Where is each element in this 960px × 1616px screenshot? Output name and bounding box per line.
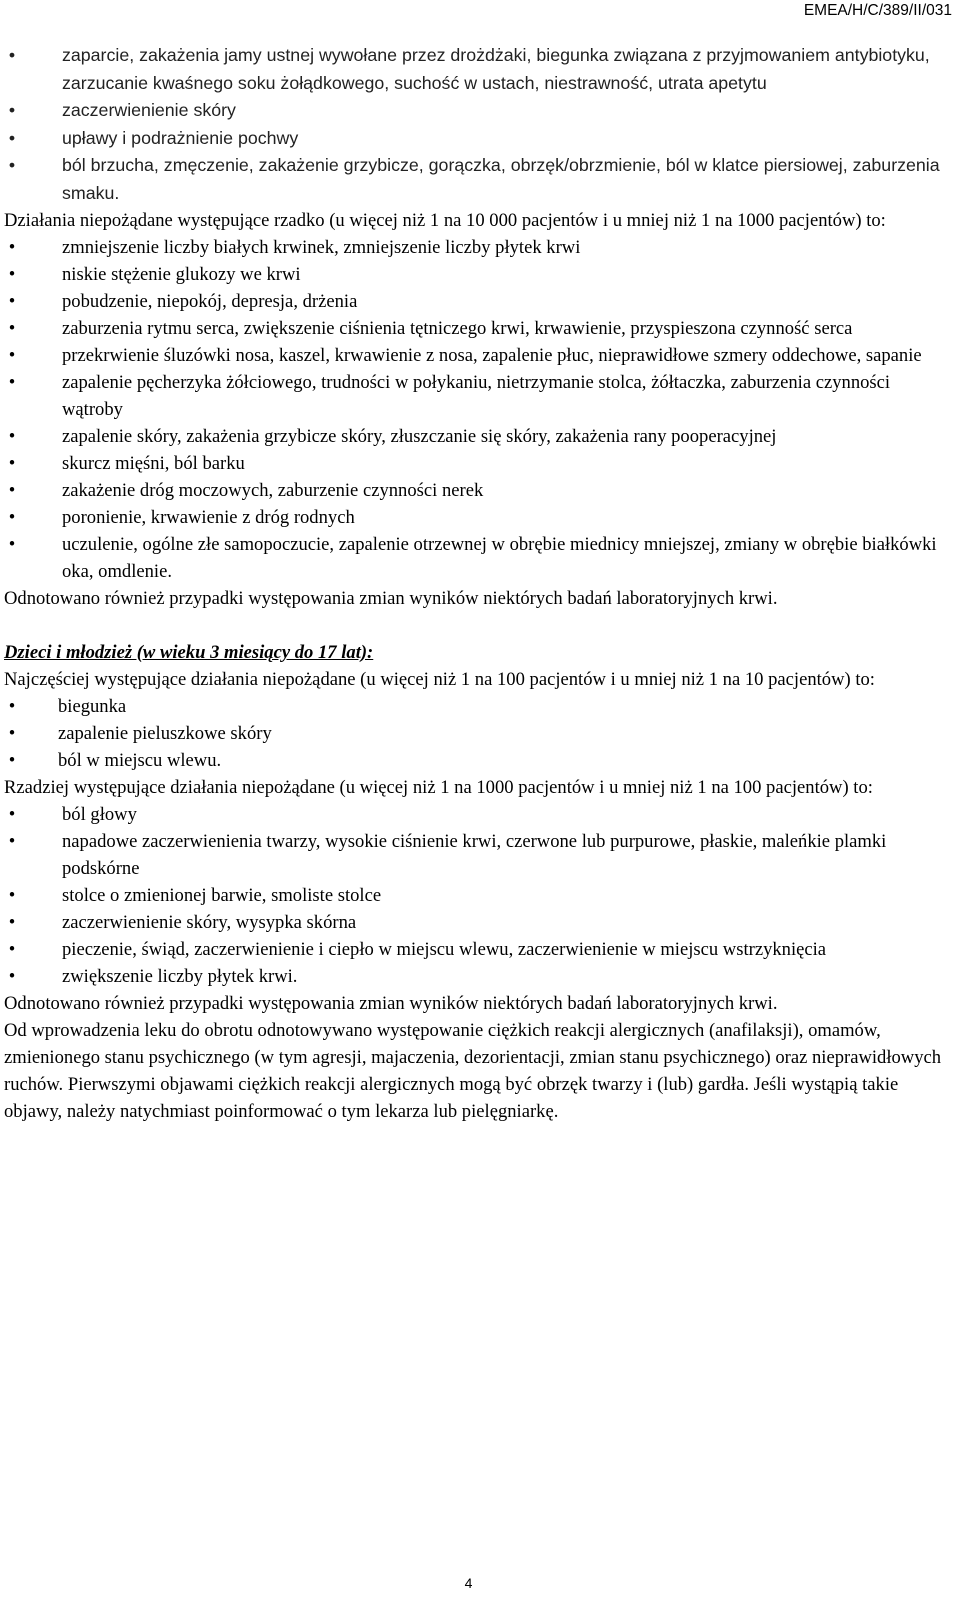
list-item xyxy=(4,152,954,207)
list-item xyxy=(4,747,954,774)
list-item xyxy=(4,450,954,477)
side-effects-list-rare xyxy=(4,234,954,585)
bullet-icon: • xyxy=(8,372,16,393)
list-item xyxy=(4,261,954,288)
list-item-text: biegunka xyxy=(58,696,127,717)
rare-intro-paragraph: Działania niepożądane występujące rzadko (u więcej niż 1 na 10 000 pacjentów i u mniej niż 1 na 1000 pacjentów) to: xyxy=(4,210,886,231)
list-item xyxy=(4,42,954,97)
list-item xyxy=(4,828,954,882)
bullet-icon: • xyxy=(8,345,16,366)
children-common-list xyxy=(4,693,954,774)
top-list-section xyxy=(4,42,954,207)
bullet-icon: • xyxy=(8,750,16,771)
list-item xyxy=(4,720,954,747)
list-item-text: ból w miejscu wlewu. xyxy=(58,750,222,771)
list-item-text: ból głowy xyxy=(62,804,137,825)
bullet-icon: • xyxy=(8,426,16,447)
list-item-text: zapalenie pieluszkowe skóry xyxy=(58,723,272,744)
uncommon-intro-paragraph: Rzadziej występujące działania niepożądane (u więcej niż 1 na 1000 pacjentów i u mniej niż 1 na 100 pacjentów) to: xyxy=(4,777,873,798)
list-item-text: zaczerwienienie skóry xyxy=(62,100,236,120)
list-item xyxy=(4,909,954,936)
list-item-text: zapalenie skóry, zakażenia grzybicze skóry, złuszczanie się skóry, zakażenia rany pooperacyjnej xyxy=(62,426,777,447)
list-item xyxy=(4,315,954,342)
bullet-icon: • xyxy=(8,831,16,852)
list-item xyxy=(4,531,954,585)
list-item xyxy=(4,882,954,909)
bullet-icon: • xyxy=(8,507,16,528)
lab-note-paragraph-1: Odnotowano również przypadki występowania zmian wyników niektórych badań laboratoryjnych krwi. xyxy=(4,588,778,609)
list-item xyxy=(4,423,954,450)
bullet-icon: • xyxy=(8,291,16,312)
bullet-icon: • xyxy=(8,885,16,906)
bullet-icon: • xyxy=(8,453,16,474)
list-item-text: zapalenie pęcherzyka żółciowego, trudności w połykaniu, nietrzymanie stolca, żółtaczka, zaburzenia czynności wątroby xyxy=(62,372,891,420)
children-section-heading: Dzieci i młodzież (w wieku 3 miesiący do 17 lat): xyxy=(4,642,374,663)
document-body xyxy=(4,42,954,1125)
common-intro-paragraph: Najczęściej występujące działania niepożądane (u więcej niż 1 na 100 pacjentów i u mniej niż 1 na 10 pacjentów) to: xyxy=(4,669,875,690)
list-item-text: zakażenie dróg moczowych, zaburzenie czynności nerek xyxy=(62,480,484,501)
list-item xyxy=(4,234,954,261)
list-item xyxy=(4,504,954,531)
bullet-icon: • xyxy=(8,155,16,175)
bullet-icon: • xyxy=(8,45,16,65)
list-item-text: zmniejszenie liczby białych krwinek, zmniejszenie liczby płytek krwi xyxy=(62,237,581,258)
bullet-icon: • xyxy=(8,966,16,987)
bullet-icon: • xyxy=(8,723,16,744)
bullet-icon: • xyxy=(8,912,16,933)
bullet-icon: • xyxy=(8,264,16,285)
bullet-icon: • xyxy=(8,480,16,501)
bullet-icon: • xyxy=(8,100,16,120)
bullet-icon: • xyxy=(8,534,16,555)
list-item-text: skurcz mięśni, ból barku xyxy=(62,453,245,474)
list-item-text: stolce o zmienionej barwie, smoliste stolce xyxy=(62,885,382,906)
page-number: 4 xyxy=(464,1575,473,1591)
list-item-text: pobudzenie, niepokój, depresja, drżenia xyxy=(62,291,358,312)
list-item xyxy=(4,125,954,153)
bullet-icon: • xyxy=(8,804,16,825)
side-effects-list-top xyxy=(4,42,954,207)
list-item xyxy=(4,477,954,504)
document-reference: EMEA/H/C/389/II/031 xyxy=(803,2,952,19)
list-item xyxy=(4,369,954,423)
list-item-text: uczulenie, ogólne złe samopoczucie, zapalenie otrzewnej w obrębie miednicy mniejszej, zmiany w obrębie białkówki oka, omdlenie. xyxy=(62,534,937,582)
list-item xyxy=(4,97,954,125)
bullet-icon: • xyxy=(8,318,16,339)
list-item-text: zaparcie, zakażenia jamy ustnej wywołane przez drożdżaki, biegunka związana z przyjmowaniem antybiotyku, zarzucanie kwaśnego soku żołądkowego, suchość w ustach, niestrawność, utrata apetytu xyxy=(62,45,930,93)
list-item-text: pieczenie, świąd, zaczerwienienie i ciepło w miejscu wlewu, zaczerwienienie w miejscu wstrzyknięcia xyxy=(62,939,827,960)
list-item xyxy=(4,693,954,720)
bullet-icon: • xyxy=(8,237,16,258)
list-item-text: niskie stężenie glukozy we krwi xyxy=(62,264,301,285)
bullet-icon: • xyxy=(8,696,16,717)
list-item-text: upławy i podrażnienie pochwy xyxy=(62,127,299,148)
list-item-text: zaczerwienienie skóry, wysypka skórna xyxy=(62,912,357,933)
postmarketing-paragraph: Od wprowadzenia leku do obrotu odnotowywano występowanie ciężkich reakcji alergicznych (anafilaksji), omamów, zmienionego stanu psychicznego (w tym agresji, majaczenia, dezorientacji, zmian stanu psychicznego) oraz nieprawidłowych ruchów. Pierwszymi objawami ciężkich reakcji alergicznych mogą być obrzęk twarzy i (lub) gardła. Jeśli wystąpią takie objawy, należy natychmiast poinformować o tym lekarza lub pielęgniarkę. xyxy=(4,1020,942,1122)
list-item xyxy=(4,936,954,963)
list-item-text: napadowe zaczerwienienia twarzy, wysokie ciśnienie krwi, czerwone lub purpurowe, płaskie, maleńkie plamki podskórne xyxy=(62,831,887,879)
list-item-text: przekrwienie śluzówki nosa, kaszel, krwawienie z nosa, zapalenie płuc, nieprawidłowe szmery oddechowe, sapanie xyxy=(62,345,922,366)
list-item xyxy=(4,288,954,315)
list-item xyxy=(4,801,954,828)
list-item-text: ból brzucha, zmęczenie, zakażenie grzybicze, gorączka, obrzęk/obrzmienie, ból w klatce piersiowej, zaburzenia smaku. xyxy=(62,155,940,203)
list-item xyxy=(4,963,954,990)
bullet-icon: • xyxy=(8,939,16,960)
bullet-icon: • xyxy=(8,127,16,148)
list-item-text: poronienie, krwawienie z dróg rodnych xyxy=(62,507,355,528)
list-item-text: zaburzenia rytmu serca, zwiększenie ciśnienia tętniczego krwi, krwawienie, przyspieszona czynność serca xyxy=(62,318,853,339)
lab-note-paragraph-2: Odnotowano również przypadki występowania zmian wyników niektórych badań laboratoryjnych krwi. xyxy=(4,993,778,1014)
list-item xyxy=(4,342,954,369)
children-uncommon-list xyxy=(4,801,954,990)
list-item-text: zwiększenie liczby płytek krwi. xyxy=(62,966,298,987)
